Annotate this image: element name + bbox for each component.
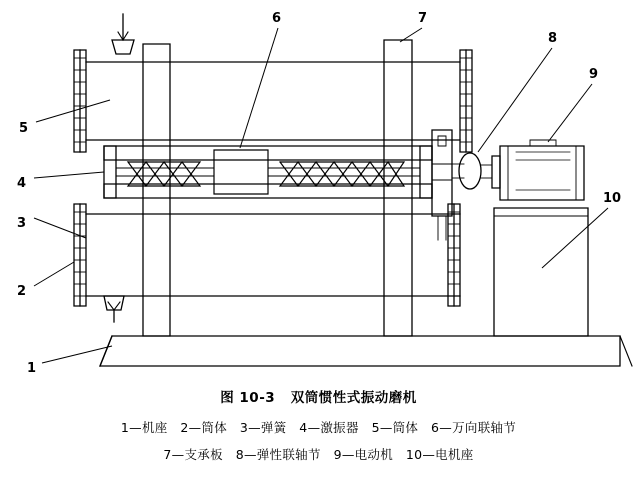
lower-cylinder-2 xyxy=(74,204,460,322)
callout-numbers xyxy=(17,11,621,376)
callout-5: 5 xyxy=(19,121,29,136)
leader-lines xyxy=(34,28,608,363)
elastic-coupling-8 xyxy=(459,153,500,189)
universal-joint-6 xyxy=(452,164,464,178)
motor-base-10 xyxy=(494,208,588,336)
callout-2: 2 xyxy=(17,284,27,299)
legend-line-1: 1—机座 2—筒体 3—弹簧 4—激振器 5—筒体 6—万向联轴节 xyxy=(120,420,517,435)
callout-3: 3 xyxy=(17,216,27,231)
callout-9: 9 xyxy=(589,67,599,82)
callout-7: 7 xyxy=(418,11,428,26)
callout-6: 6 xyxy=(272,11,282,26)
electric-motor-9 xyxy=(500,140,584,200)
machine-base-1 xyxy=(100,336,632,366)
callout-1: 1 xyxy=(27,361,37,376)
figure-caption xyxy=(0,386,637,472)
callout-10: 10 xyxy=(603,191,622,206)
support-plate-7 xyxy=(432,130,452,240)
figure-title: 图 10-3 双筒惯性式振动磨机 xyxy=(220,390,417,406)
callout-4: 4 xyxy=(17,176,27,191)
support-columns xyxy=(143,40,412,336)
legend-line-2: 7—支承板 8—弹性联轴节 9—电动机 10—电机座 xyxy=(163,447,474,462)
callout-8: 8 xyxy=(548,31,558,46)
